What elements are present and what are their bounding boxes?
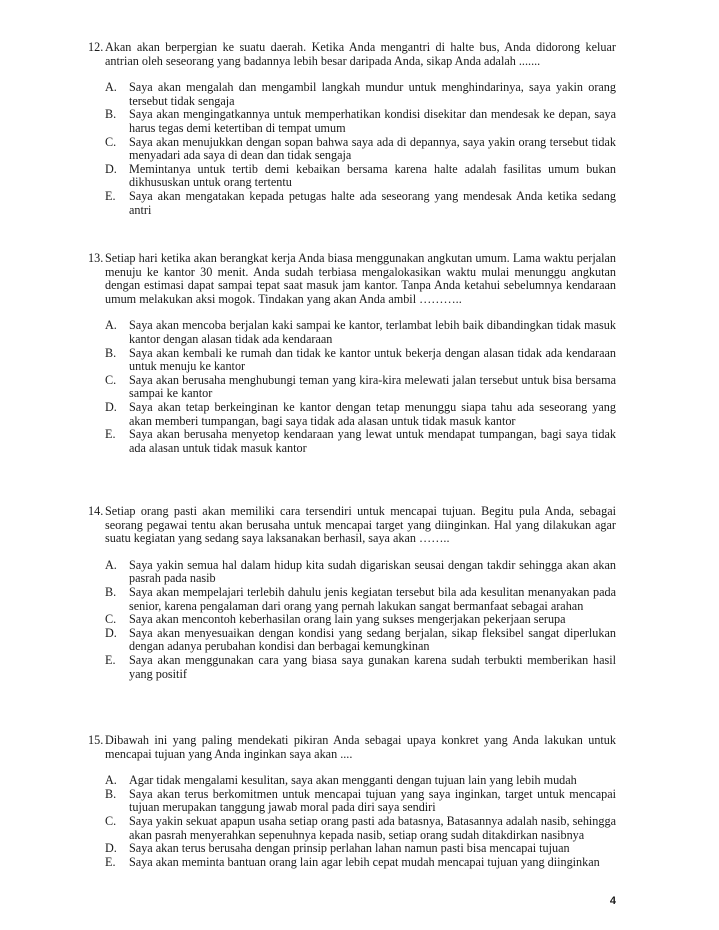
question-12: [88, 41, 616, 217]
option-letter: B.: [105, 107, 117, 122]
question-text: Akan akan berpergian ke suatu daerah. Ketika Anda mengantri di halte bus, Anda didorong keluar antrian oleh seseorang yang badannya lebih besar daripada Anda, sikap Anda adalah .......: [105, 40, 616, 68]
option-text: Saya yakin sekuat apapun usaha setiap orang pasti ada batasnya, Batasannya adalah nasib, sehingga akan pasrah menyerahkan sepenuhnya kepada nasib, setiap orang sudah ditakdirkan nasibnya: [129, 813, 616, 842]
option-list: [88, 81, 616, 217]
option-letter: E.: [105, 188, 116, 203]
option-text: Saya akan kembali ke rumah dan tidak ke kantor untuk bekerja dengan alasan tidak ada kendaraan untuk menuju ke kantor: [129, 345, 616, 374]
option-e: [105, 856, 616, 870]
option-c: [105, 613, 616, 627]
question-text: Dibawah ini yang paling mendekati pikiran Anda sebagai upaya konkret yang Anda lakukan untuk mencapai tujuan yang Anda inginkan saya akan ....: [105, 733, 616, 761]
option-text: Saya akan mengalah dan mengambil langkah mundur untuk menghindarinya, saya yakin orang tersebut tidak sengaja: [129, 80, 616, 108]
option-text: Saya akan tetap berkeinginan ke kantor dengan tetap menunggu siapa tahu ada seseorang yang akan memberi tumpangan, bagi saya tidak ada alasan untuk tidak masuk kantor: [129, 399, 616, 428]
question-number: 13.: [88, 251, 104, 265]
option-letter: E.: [105, 854, 116, 869]
option-b: [105, 788, 616, 815]
option-b: [105, 586, 616, 613]
option-text: Saya akan mempelajari terlebih dahulu jenis kegiatan tersebut bila ada kesulitan menanyakan pada senior, karena pengalaman dari orang yang pernah lakukan sangat bermanfaat sebagai arahan: [129, 584, 616, 613]
option-letter: A.: [105, 80, 117, 95]
option-letter: A.: [105, 773, 117, 788]
option-list: [88, 774, 616, 869]
option-letter: C.: [105, 612, 117, 627]
option-letter: C.: [105, 372, 117, 387]
option-text: Saya akan menyesuaikan dengan kondisi yang sedang berjalan, sikap fleksibel sangat diperlukan dengan adanya perubahan kondisi dan berbagai kemungkinan: [129, 625, 616, 654]
option-a: [105, 559, 616, 586]
question-14: [88, 505, 616, 681]
option-letter: B.: [105, 584, 117, 599]
option-list: [88, 319, 616, 455]
option-a: [105, 319, 616, 346]
option-list: [88, 559, 616, 681]
option-letter: D.: [105, 161, 117, 176]
option-letter: A.: [105, 318, 117, 333]
option-text: Saya yakin semua hal dalam hidup kita sudah digariskan seusai dengan takdir sehingga akan akan pasrah pada nasib: [129, 557, 616, 586]
question-stem: [88, 734, 616, 761]
option-d: [105, 842, 616, 856]
option-text: Memintanya untuk tertib demi kebaikan bersama karena halte adalah fasilitas umum bukan dikhususkan untuk orang tertentu: [129, 161, 616, 190]
question-number: 12.: [88, 40, 104, 54]
option-d: [105, 627, 616, 654]
option-d: [105, 163, 616, 190]
option-text: Saya akan mengingatkannya untuk memperhatikan kondisi disekitar dan mendesak ke depan, saya harus tegas demi ketertiban di tempat umum: [129, 107, 616, 135]
option-text: Saya akan meminta bantuan orang lain agar lebih cepat mudah mencapai tujuan yang diinginkan: [129, 854, 600, 869]
option-text: Agar tidak mengalami kesulitan, saya akan mengganti dengan tujuan lain yang lebih mudah: [129, 773, 577, 788]
option-b: [105, 108, 616, 135]
option-e: [105, 654, 616, 681]
option-e: [105, 190, 616, 217]
option-text: Saya akan mencoba berjalan kaki sampai ke kantor, terlambat lebih baik dibandingkan tidak masuk kantor dengan alasan tidak ada kendaraan: [129, 318, 616, 346]
option-c: [105, 815, 616, 842]
option-letter: E.: [105, 427, 116, 442]
option-text: Saya akan menujukkan dengan sopan bahwa saya ada di depannya, saya yakin orang tersebut tidak menyadari ada saya di dean dan tidak sengaja: [129, 134, 616, 163]
option-text: Saya akan berusaha menghubungi teman yang kira-kira melewati jalan tersebut untuk bisa bersama sampai ke kantor: [129, 372, 616, 401]
option-letter: C.: [105, 813, 117, 828]
question-text: Setiap orang pasti akan memiliki cara tersendiri untuk mencapai tujuan. Begitu pula Anda, sebagai seorang pegawai tentu akan berusaha untuk mencapai target yang diinginkan. Hal yang dilakukan agar suatu kegiatan yang sedang saya laksanakan berhasil, saya akan ……..: [105, 504, 616, 546]
option-letter: D.: [105, 841, 117, 856]
option-letter: D.: [105, 625, 117, 640]
question-15: [88, 734, 616, 869]
option-letter: C.: [105, 134, 117, 149]
question-number: 14.: [88, 504, 104, 518]
question-number: 15.: [88, 733, 104, 747]
option-a: [105, 774, 616, 788]
option-letter: E.: [105, 652, 116, 667]
option-text: Saya akan berusaha menyetop kendaraan yang lewat untuk mendapat tumpangan, bagi saya tidak ada alasan untuk tidak masuk kantor: [129, 427, 616, 455]
question-13: [88, 252, 616, 455]
option-c: [105, 374, 616, 401]
option-text: Saya akan mencontoh keberhasilan orang lain yang sukses mengerjakan pekerjaan serupa: [129, 612, 566, 627]
question-text: Setiap hari ketika akan berangkat kerja Anda biasa menggunakan angkutan umum. Lama waktu perjalan menuju ke kantor 30 menit. Anda sudah terbiasa mengalokasikan waktu mulai menunggu angkutan dengan estimasi dapat sampai tepat saat masuk jam kantor. Tanpa Anda ketahui sebelumnya kendaraan umum melakukan aksi mogok. Tindakan yang akan Anda ambil ………..: [105, 251, 616, 306]
option-text: Saya akan mengatakan kepada petugas halte ada seseorang yang mendesak Anda ketika sedang antri: [129, 188, 616, 217]
option-letter: A.: [105, 557, 117, 572]
option-d: [105, 401, 616, 428]
option-e: [105, 428, 616, 455]
option-letter: B.: [105, 786, 117, 801]
question-stem: [88, 41, 616, 68]
option-a: [105, 81, 616, 108]
option-b: [105, 347, 616, 374]
option-letter: B.: [105, 345, 117, 360]
option-letter: D.: [105, 399, 117, 414]
question-stem: [88, 252, 616, 306]
option-text: Saya akan menggunakan cara yang biasa saya gunakan karena sudah terbukti memberikan hasil yang positif: [129, 652, 616, 681]
question-stem: [88, 505, 616, 546]
option-text: Saya akan terus berusaha dengan prinsip perlahan lahan namun pasti bisa mencapai tujuan: [129, 841, 570, 856]
option-text: Saya akan terus berkomitmen untuk mencapai tujuan yang saya inginkan, target untuk mencapai tujuan merupakan tanggung jawab moral pada diri saya sendiri: [129, 786, 616, 815]
option-c: [105, 136, 616, 163]
page-number: 4: [609, 895, 616, 907]
